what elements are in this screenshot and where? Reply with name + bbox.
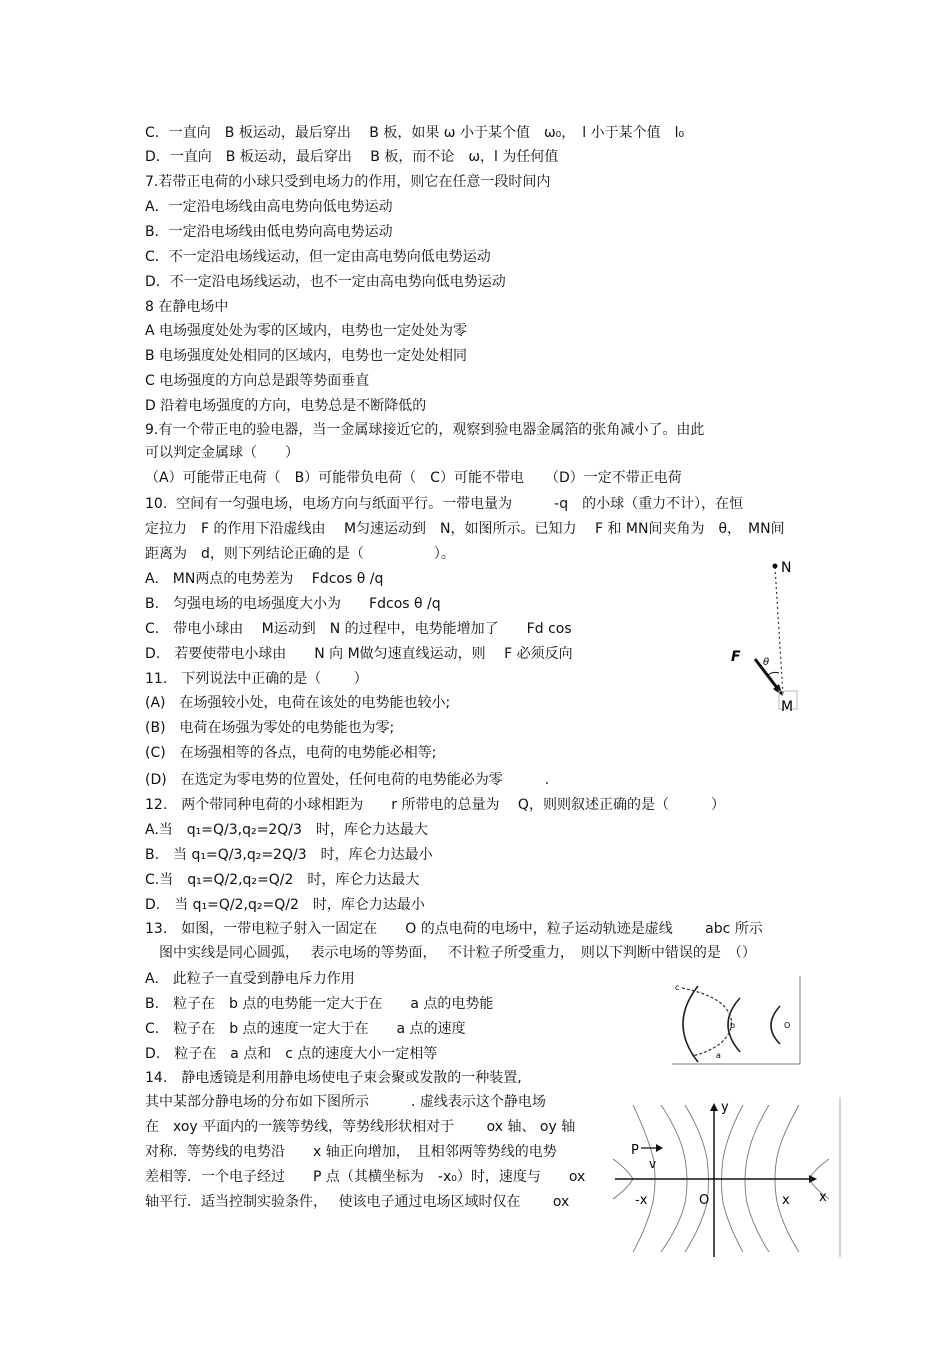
text-line: C. 带电小球由 M运动到 N 的过程中，电势能增加了 Fd cos <box>145 621 572 637</box>
text-line: A 电场强度处处为零的区域内，电势也一定处处为零 <box>145 323 468 339</box>
text-line: (B) 电荷在场强为零处的电势能也为零; <box>145 720 395 736</box>
text-line: （A）可能带正电荷（ B）可能带负电荷（ C）可能不带电 （D）一定不带正电荷 <box>145 470 682 486</box>
question-13-figure <box>672 976 802 1066</box>
text-line: D. 若要使带电小球由 N 向 M做匀速直线运动，则 F 必须反向 <box>145 646 573 662</box>
text-line: C．一直向 B 板运动，最后穿出 B 板，如果 ω 小于某个值 ω₀， l 小于某个值 l₀ <box>145 125 685 141</box>
text-line: B 电场强度处处相同的区域内，电势也一定处处相同 <box>145 348 468 364</box>
angle-arc <box>768 672 779 675</box>
text-line: 14. 静电透镜是利用静电场使电子束会聚或发散的一种装置, <box>145 1070 522 1086</box>
text-line: B. 粒子在 b 点的电势能一定大于在 a 点的电势能 <box>145 996 494 1012</box>
text-line: C.当 q₁=Q/2,q₂=Q/2 时，库仑力达最大 <box>145 872 420 888</box>
text-line: (A) 在场强较小处，电荷在该处的电势能也较小; <box>145 695 451 711</box>
text-line: 差相等．一个电子经过 P 点（其横坐标为 -x₀）时，速度与 ox <box>145 1169 586 1185</box>
label-f: F <box>731 649 741 665</box>
question-10-figure <box>725 555 805 720</box>
text-line: B. 匀强电场的电场强度大小为 Fdcos θ /q <box>145 596 441 612</box>
text-line: 9.有一个带正电的验电器，当一金属球接近它的，观察到验电器金属箔的张角减小了。由此 <box>145 422 705 438</box>
text-line: B. 当 q₁=Q/3,q₂=2Q/3 时，库仑力达最小 <box>145 847 433 863</box>
text-line: 10. 空间有一匀强电场，电场方向与纸面平行。一带电量为 -q 的小球（重力不计），在恒 <box>145 496 744 512</box>
text-line: 12. 两个带同种电荷的小球相距为 r 所带电的总量为 Q，则则叙述正确的是（ ） <box>145 797 725 813</box>
text-line: D. 当 q₁=Q/2,q₂=Q/2 时，库仑力达最小 <box>145 897 425 913</box>
label-y: y <box>721 1100 729 1115</box>
text-line: D．不一定沿电场线运动，也不一定由高电势向低电势运动 <box>145 274 506 290</box>
text-line: 轴平行．适当控制实验条件， 使该电子通过电场区域时仅在 ox <box>145 1194 570 1210</box>
velocity-arrowhead <box>656 1144 663 1152</box>
text-line: D. 粒子在 a 点和 c 点的速度大小一定相等 <box>145 1046 438 1062</box>
text-line: A.当 q₁=Q/3,q₂=2Q/3 时，库仑力达最大 <box>145 822 428 838</box>
label-x: x <box>782 1193 790 1208</box>
mn-dotted-line <box>775 567 783 695</box>
y-axis-arrowhead <box>710 1103 718 1111</box>
text-line: C 电场强度的方向总是跟等势面垂直 <box>145 373 370 389</box>
text-line: 在 xoy 平面内的一簇等势线，等势线形状相对于 ox 轴、 oy 轴 <box>145 1119 576 1135</box>
text-line: 11. 下列说法中正确的是（ ） <box>145 671 368 687</box>
text-line: 距离为 d，则下列结论正确的是（ ）。 <box>145 546 455 562</box>
text-line: (C) 在场强相等的各点，电荷的电势能必相等; <box>145 745 437 761</box>
equipotential-arc-inner <box>771 1006 780 1044</box>
x-axis-arrowhead <box>809 1175 817 1183</box>
text-line: 定拉力 F 的作用下沿虚线由 M匀速运动到 N，如图所示。已知力 F 和 MN间夹角为 θ， MN间 <box>145 521 785 537</box>
text-line: (D) 在选定为零电势的位置处，任何电荷的电势能必为零 . <box>145 772 550 788</box>
text-line: A. 此粒子一直受到静电斥力作用 <box>145 971 355 987</box>
label-theta: θ <box>763 657 770 668</box>
text-line: 对称．等势线的电势沿 x 轴正向增加， 且相邻两等势线的电势 <box>145 1144 557 1160</box>
text-line: B．一定沿电场线由低电势向高电势运动 <box>145 224 393 240</box>
equipotential-arc-outer <box>683 986 698 1062</box>
text-line: D 沿着电场强度的方向，电势总是不断降低的 <box>145 398 427 414</box>
text-line: C．不一定沿电场线运动，但一定由高电势向低电势运动 <box>145 249 491 265</box>
text-line: C. 粒子在 b 点的速度一定大于在 a 点的速度 <box>145 1021 466 1037</box>
text-line: 可以判定金属球（ ） <box>145 445 299 461</box>
text-line: 13. 如图，一带电粒子射入一固定在 O 的点电荷的电场中，粒子运动轨迹是虚线 abc 所示 <box>145 921 763 937</box>
text-line: A. MN两点的电势差为 Fdcos θ /q <box>145 571 384 587</box>
text-line: 其中某部分静电场的分布如下图所示 . 虚线表示这个静电场 <box>145 1094 546 1110</box>
label-negx: -x <box>635 1193 648 1208</box>
text-line: 图中实线是同心圆弧， 表示电场的等势面， 不计粒子所受重力， 则以下判断中错误的是 （） <box>145 945 756 961</box>
label-c: c <box>675 983 680 992</box>
text-line: A．一定沿电场线由高电势向低电势运动 <box>145 199 393 215</box>
label-b: b <box>730 1021 736 1030</box>
label-a: a <box>716 1051 721 1060</box>
label-o: O <box>784 1021 791 1030</box>
text-line: 8 在静电场中 <box>145 299 229 315</box>
question-14-figure <box>603 1097 843 1259</box>
label-p: P <box>631 1143 639 1158</box>
text-line: D．一直向 B 板运动，最后穿出 B 板，而不论 ω，l 为任何值 <box>145 149 559 165</box>
label-x-axis: x <box>819 1190 827 1205</box>
point-n <box>773 564 778 569</box>
label-n: N <box>781 560 792 576</box>
label-m: M <box>781 699 794 715</box>
label-o: O <box>699 1193 710 1208</box>
label-v: v <box>649 1157 657 1171</box>
text-line: 7.若带正电荷的小球只受到电场力的作用，则它在任意一段时间内 <box>145 174 551 190</box>
